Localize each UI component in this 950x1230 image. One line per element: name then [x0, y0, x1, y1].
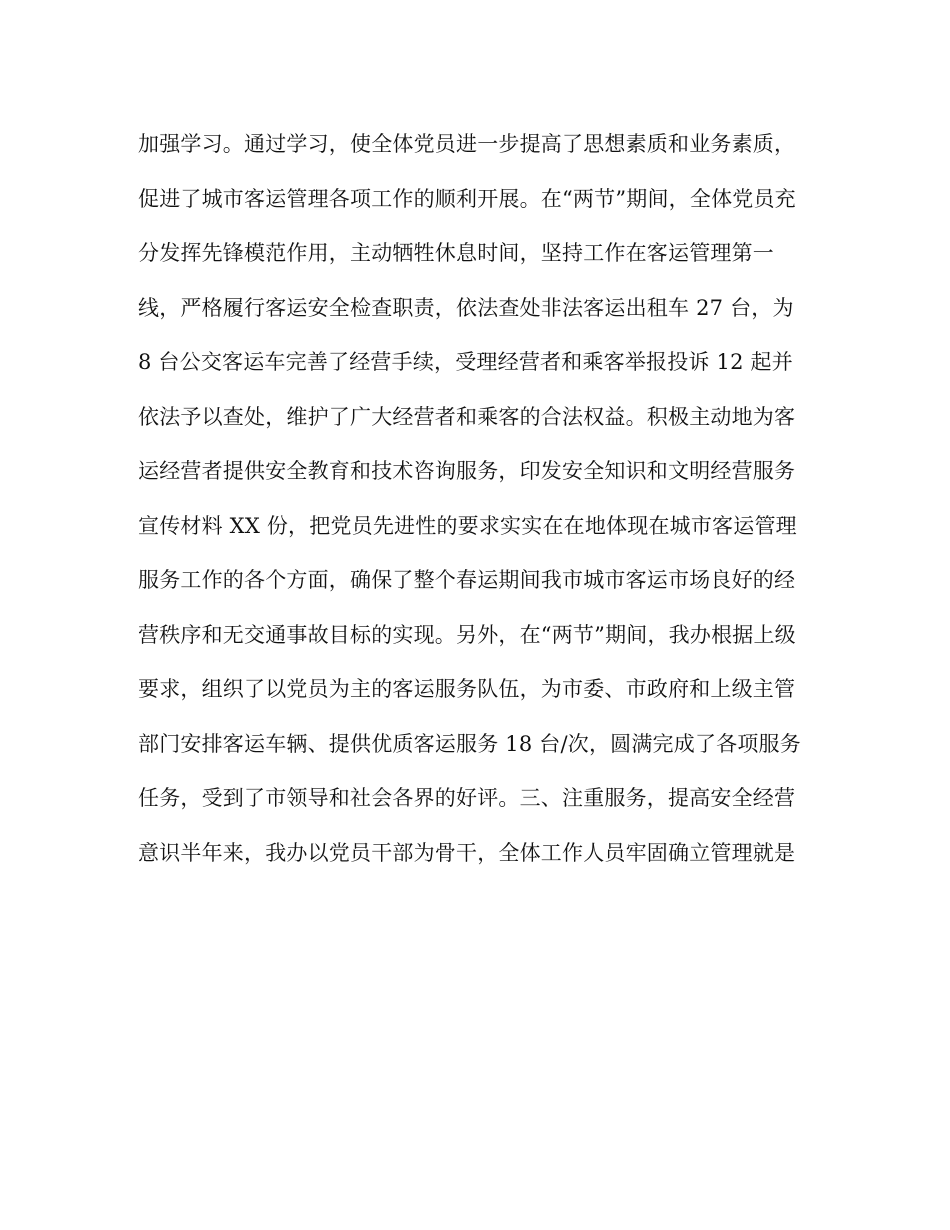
body-text	[138, 122, 818, 885]
text-line: 分发挥先锋模范作用，主动牺牲休息时间，坚持工作在客运管理第一	[138, 241, 774, 265]
text-line: 意识半年来，我办以党员干部为骨干，全体工作人员牢固确立管理就是	[138, 840, 796, 865]
text-line: 线，严格履行客运安全检查职责，依法查处非法客运出租车 27 台，为	[138, 295, 794, 320]
text-line: 要求，组织了以党员为主的客运服务队伍，为市委、市政府和上级主管	[138, 677, 796, 701]
text-line: 依法予以查处，维护了广大经营者和乘客的合法权益。积极主动地为客	[138, 404, 796, 429]
text-line: 营秩序和无交通事故目标的实现。另外，在“两节”期间，我办根据上级	[138, 622, 796, 647]
text-line: 8 台公交客运车完善了经营手续，受理经营者和乘客举报投诉 12 起并	[138, 350, 793, 374]
text-line: 加强学习。通过学习，使全体党员进一步提高了思想素质和业务素质，	[138, 132, 796, 156]
text-line: 服务工作的各个方面，确保了整个春运期间我市城市客运市场良好的经	[138, 568, 796, 592]
text-line: 促进了城市客运管理各项工作的顺利开展。在“两节”期间，全体党员充	[138, 186, 796, 211]
text-line: 宣传材料 XX 份，把党员先进性的要求实实在在地体现在城市客运管理	[138, 513, 797, 538]
text-line: 运经营者提供安全教育和技术咨询服务，印发安全知识和文明经营服务	[138, 459, 796, 483]
text-line: 任务，受到了市领导和社会各界的好评。三、注重服务，提高安全经营	[138, 786, 796, 810]
text-line: 部门安排客运车辆、提供优质客运服务 18 台/次，圆满完成了各项服务	[138, 731, 801, 756]
